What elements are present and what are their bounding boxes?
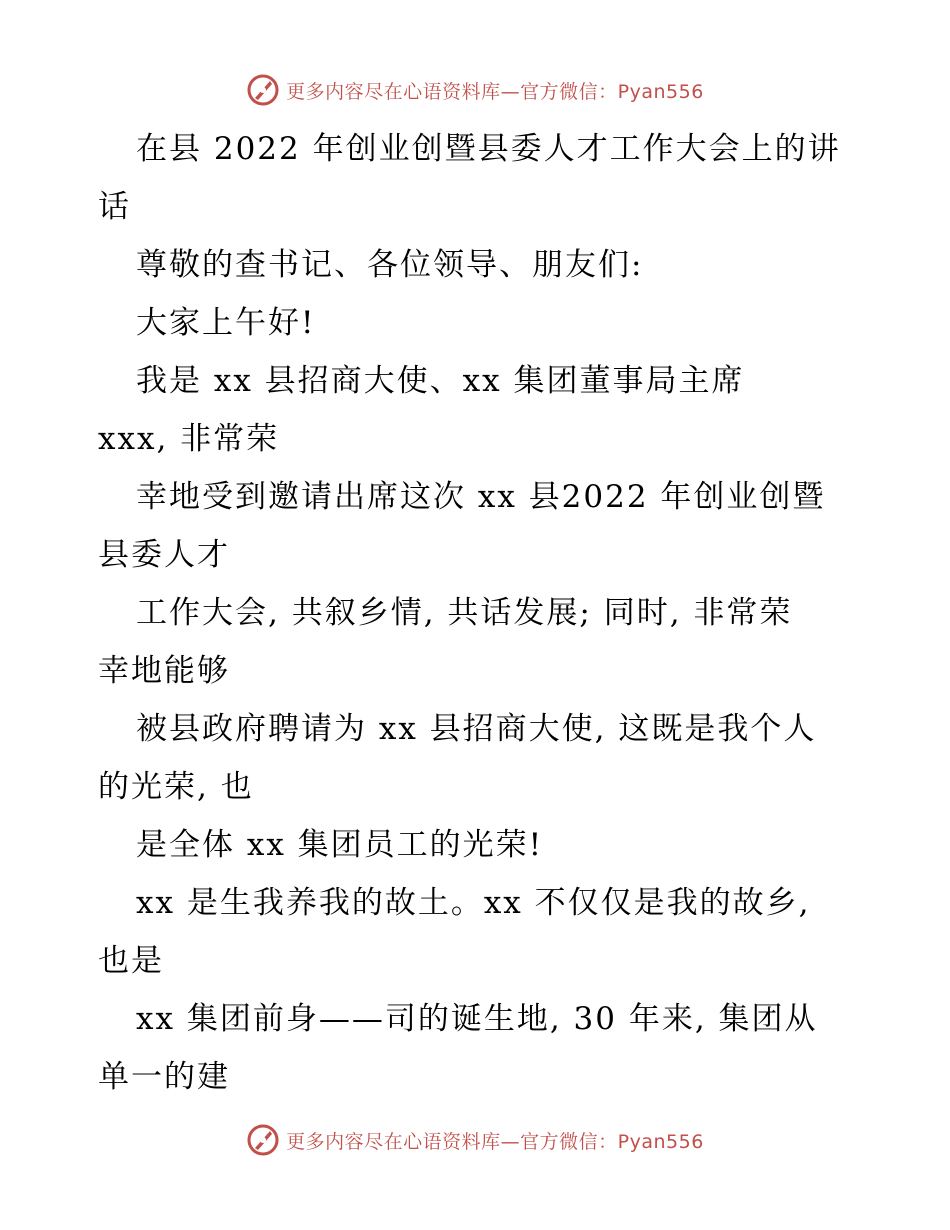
paragraph-line: xx 集团前身——司的诞生地, 30 年来, 集团从 (136, 1001, 818, 1037)
paragraph-line: 的光荣, 也 (98, 769, 254, 805)
paragraph-line: 幸地能够 (98, 653, 230, 689)
paragraph-line: 工作大会, 共叙乡情, 共话发展; 同时, 非常荣 (136, 595, 793, 631)
quill-logo-icon (246, 1123, 280, 1157)
document-body (98, 120, 858, 1106)
footer-watermark (0, 1120, 950, 1160)
paragraph-line: xx 是生我养我的故土。xx 不仅仅是我的故乡, (136, 885, 811, 921)
paragraph-line: 县委人才 (98, 537, 230, 573)
title-line-2: 话 (98, 189, 131, 225)
paragraph-line: 被县政府聘请为 xx 县招商大使, 这既是我个人 (136, 711, 817, 747)
watermark-text: 更多内容尽在心语资料库—官方微信：Pyan556 (286, 1130, 704, 1153)
paragraph-line: 也是 (98, 943, 164, 979)
greeting: 大家上午好! (136, 305, 316, 341)
watermark-text: 更多内容尽在心语资料库—官方微信：Pyan556 (286, 80, 704, 103)
paragraph-line: xxx, 非常荣 (98, 421, 280, 457)
paragraph-line: 我是 xx 县招商大使、xx 集团董事局主席 (136, 363, 745, 399)
paragraph-line: 单一的建 (98, 1059, 230, 1095)
quill-logo-icon (246, 73, 280, 107)
salutation: 尊敬的查书记、各位领导、朋友们: (136, 247, 644, 283)
title-line-1: 在县 2022 年创业创暨县委人才工作大会上的讲 (136, 131, 841, 167)
paragraph-line: 幸地受到邀请出席这次 xx 县2022 年创业创暨 (136, 479, 826, 515)
header-watermark (0, 70, 950, 110)
paragraph-line: 是全体 xx 集团员工的光荣! (136, 827, 544, 863)
